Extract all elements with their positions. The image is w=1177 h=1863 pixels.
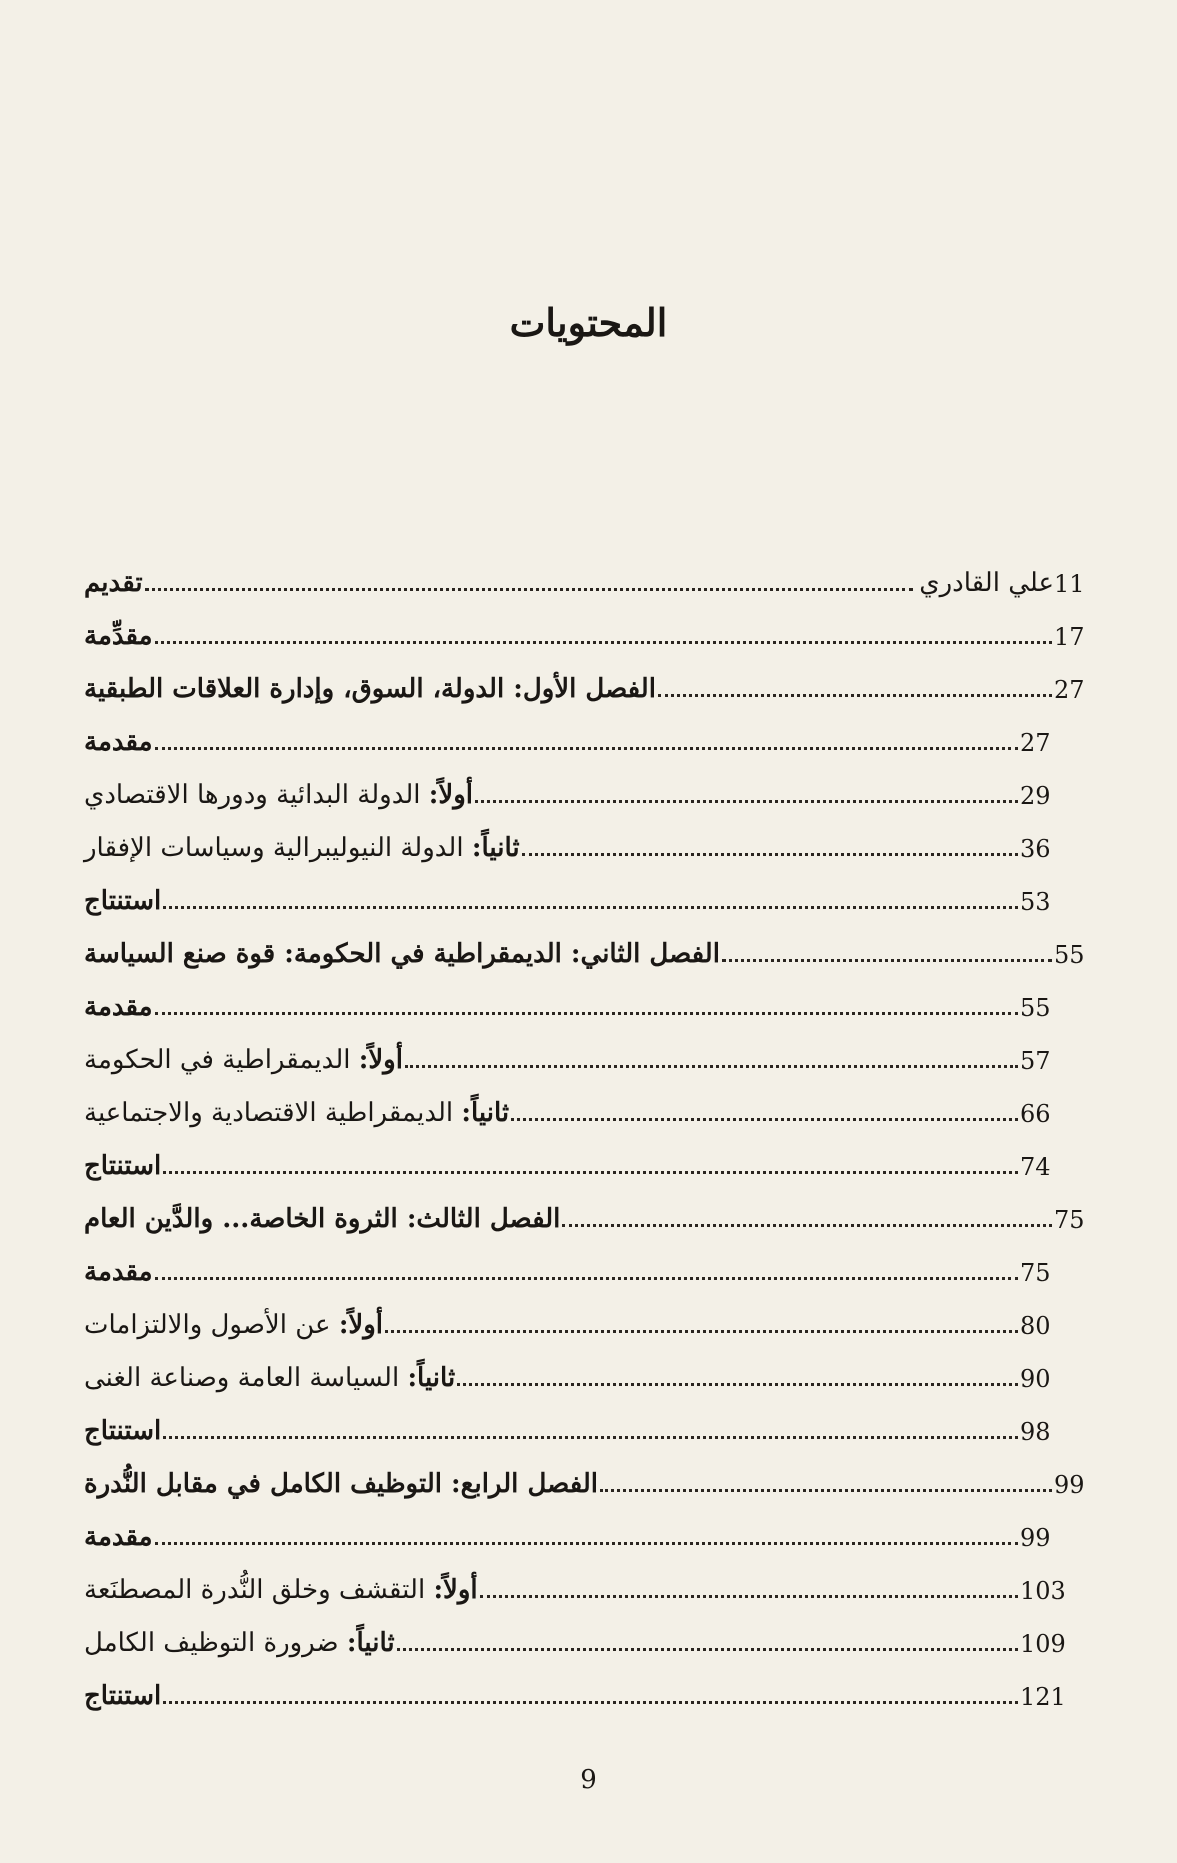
toc-entry bbox=[80, 704, 1100, 757]
toc-entry-page: 75 bbox=[1020, 1259, 1051, 1287]
dot-leader bbox=[511, 1118, 1018, 1121]
dot-leader bbox=[722, 959, 1052, 962]
dot-leader bbox=[480, 1595, 1018, 1598]
toc-entry-prefix: أولاً: bbox=[338, 1310, 384, 1340]
toc-entry bbox=[80, 969, 1100, 1022]
toc-entry-page: 66 bbox=[1020, 1100, 1051, 1128]
dot-leader bbox=[457, 1383, 1018, 1386]
table-of-contents bbox=[80, 545, 1100, 1711]
dot-leader bbox=[145, 588, 914, 591]
toc-entry-prefix: أولاً: bbox=[433, 1575, 478, 1605]
toc-entry-title: استنتاج bbox=[84, 1681, 162, 1711]
toc-entry-page: 99 bbox=[1054, 1471, 1085, 1499]
toc-entry bbox=[80, 1605, 1100, 1658]
dot-leader bbox=[600, 1489, 1052, 1492]
toc-entry-prefix: ثانياً: bbox=[346, 1628, 395, 1658]
dot-leader bbox=[163, 1701, 1018, 1704]
toc-entry-title: الفصل الرابع: التوظيف الكامل في مقابل النُّدرة bbox=[84, 1469, 598, 1499]
dot-leader bbox=[163, 906, 1018, 909]
toc-entry bbox=[80, 1552, 1100, 1605]
toc-entry bbox=[80, 757, 1100, 810]
toc-entry-label: الدولة النيوليبرالية وسياسات الإفقار bbox=[84, 833, 472, 863]
page-number: 9 bbox=[580, 1765, 597, 1795]
toc-entry bbox=[80, 863, 1100, 916]
toc-entry-author: علي القادري bbox=[919, 568, 1054, 598]
toc-entry-page: 90 bbox=[1020, 1365, 1051, 1393]
toc-entry bbox=[80, 1446, 1100, 1499]
toc-entry-title: مقدمة bbox=[84, 727, 153, 757]
dot-leader bbox=[155, 1012, 1018, 1015]
toc-entry-page: 103 bbox=[1020, 1577, 1066, 1605]
toc-entry-page: 74 bbox=[1020, 1153, 1051, 1181]
dot-leader bbox=[163, 1171, 1018, 1174]
dot-leader bbox=[155, 1542, 1018, 1545]
toc-entry-page: 53 bbox=[1020, 888, 1051, 916]
toc-entry-title: استنتاج bbox=[84, 886, 162, 916]
toc-entry bbox=[80, 1075, 1100, 1128]
toc-entry-page: 121 bbox=[1020, 1683, 1066, 1711]
dot-leader bbox=[163, 1436, 1018, 1439]
toc-entry-title: مقدمة bbox=[84, 1257, 153, 1287]
toc-entry-page: 57 bbox=[1020, 1047, 1051, 1075]
toc-entry-prefix: أولاً: bbox=[358, 1045, 403, 1075]
toc-entry-title: مقدِّمة bbox=[84, 621, 153, 651]
toc-entry-title bbox=[80, 1363, 455, 1393]
toc-entry-title bbox=[80, 1098, 509, 1128]
toc-entry-label: الدولة البدائية ودورها الاقتصادي bbox=[84, 780, 429, 810]
toc-entry-title bbox=[80, 1045, 403, 1075]
toc-entry-title: الفصل الثالث: الثروة الخاصة... والدَّين العام bbox=[84, 1204, 561, 1234]
dot-leader bbox=[658, 694, 1052, 697]
toc-entry-page: 80 bbox=[1020, 1312, 1051, 1340]
toc-entry-label: عن الأصول والالتزامات bbox=[84, 1310, 339, 1340]
dot-leader bbox=[405, 1065, 1018, 1068]
toc-entry bbox=[80, 1393, 1100, 1446]
toc-entry bbox=[80, 545, 1100, 598]
toc-entry-title: تقديم bbox=[84, 568, 143, 598]
toc-entry-page: 27 bbox=[1054, 676, 1085, 704]
toc-entry-page: 99 bbox=[1020, 1524, 1051, 1552]
toc-entry-prefix: أولاً: bbox=[428, 780, 473, 810]
toc-entry-page: 75 bbox=[1054, 1206, 1085, 1234]
toc-entry bbox=[80, 1234, 1100, 1287]
toc-entry-title: الفصل الأول: الدولة، السوق، وإدارة العلاقات الطبقية bbox=[84, 674, 656, 704]
toc-entry-label: ضرورة التوظيف الكامل bbox=[84, 1628, 347, 1658]
toc-entry-title: مقدمة bbox=[84, 1522, 153, 1552]
toc-entry-title: استنتاج bbox=[84, 1151, 162, 1181]
toc-entry-label: السياسة العامة وصناعة الغنى bbox=[84, 1363, 408, 1393]
toc-entry bbox=[80, 1340, 1100, 1393]
toc-entry-title bbox=[80, 833, 520, 863]
toc-entry-prefix: ثانياً: bbox=[407, 1363, 456, 1393]
toc-entry bbox=[80, 651, 1100, 704]
toc-entry-page: 55 bbox=[1054, 941, 1085, 969]
dot-leader bbox=[155, 641, 1052, 644]
toc-entry-page: 27 bbox=[1020, 729, 1051, 757]
dot-leader bbox=[522, 853, 1018, 856]
toc-entry-page: 11 bbox=[1054, 570, 1085, 598]
toc-entry bbox=[80, 916, 1100, 969]
toc-entry bbox=[80, 810, 1100, 863]
dot-leader bbox=[155, 1277, 1018, 1280]
toc-entry-title bbox=[80, 1310, 383, 1340]
toc-entry bbox=[80, 1658, 1100, 1711]
toc-entry bbox=[80, 1181, 1100, 1234]
toc-entry-prefix: ثانياً: bbox=[471, 833, 520, 863]
toc-entry-label: الديمقراطية الاقتصادية والاجتماعية bbox=[84, 1098, 462, 1128]
toc-entry-page: 109 bbox=[1020, 1630, 1066, 1658]
page-title: المحتويات bbox=[509, 300, 668, 345]
toc-entry-page: 55 bbox=[1020, 994, 1051, 1022]
toc-entry-prefix: ثانياً: bbox=[461, 1098, 510, 1128]
toc-entry-title bbox=[80, 1628, 395, 1658]
toc-entry bbox=[80, 1499, 1100, 1552]
toc-entry-page: 29 bbox=[1020, 782, 1051, 810]
toc-entry bbox=[80, 598, 1100, 651]
dot-leader bbox=[475, 800, 1018, 803]
dot-leader bbox=[385, 1330, 1018, 1333]
toc-entry bbox=[80, 1022, 1100, 1075]
toc-entry-title: استنتاج bbox=[84, 1416, 162, 1446]
toc-entry bbox=[80, 1287, 1100, 1340]
toc-entry-page: 98 bbox=[1020, 1418, 1051, 1446]
toc-entry-title bbox=[80, 1575, 478, 1605]
toc-entry-title: الفصل الثاني: الديمقراطية في الحكومة: قوة صنع السياسة bbox=[84, 939, 720, 969]
toc-entry-label: التقشف وخلق النُّدرة المصطنَعة bbox=[84, 1575, 434, 1605]
toc-entry-title: مقدمة bbox=[84, 992, 153, 1022]
dot-leader bbox=[562, 1224, 1052, 1227]
toc-entry-page: 17 bbox=[1054, 623, 1085, 651]
toc-entry bbox=[80, 1128, 1100, 1181]
toc-entry-page: 36 bbox=[1020, 835, 1051, 863]
toc-entry-label: الديمقراطية في الحكومة bbox=[84, 1045, 359, 1075]
dot-leader bbox=[155, 747, 1018, 750]
dot-leader bbox=[397, 1648, 1018, 1651]
toc-entry-title bbox=[80, 780, 473, 810]
